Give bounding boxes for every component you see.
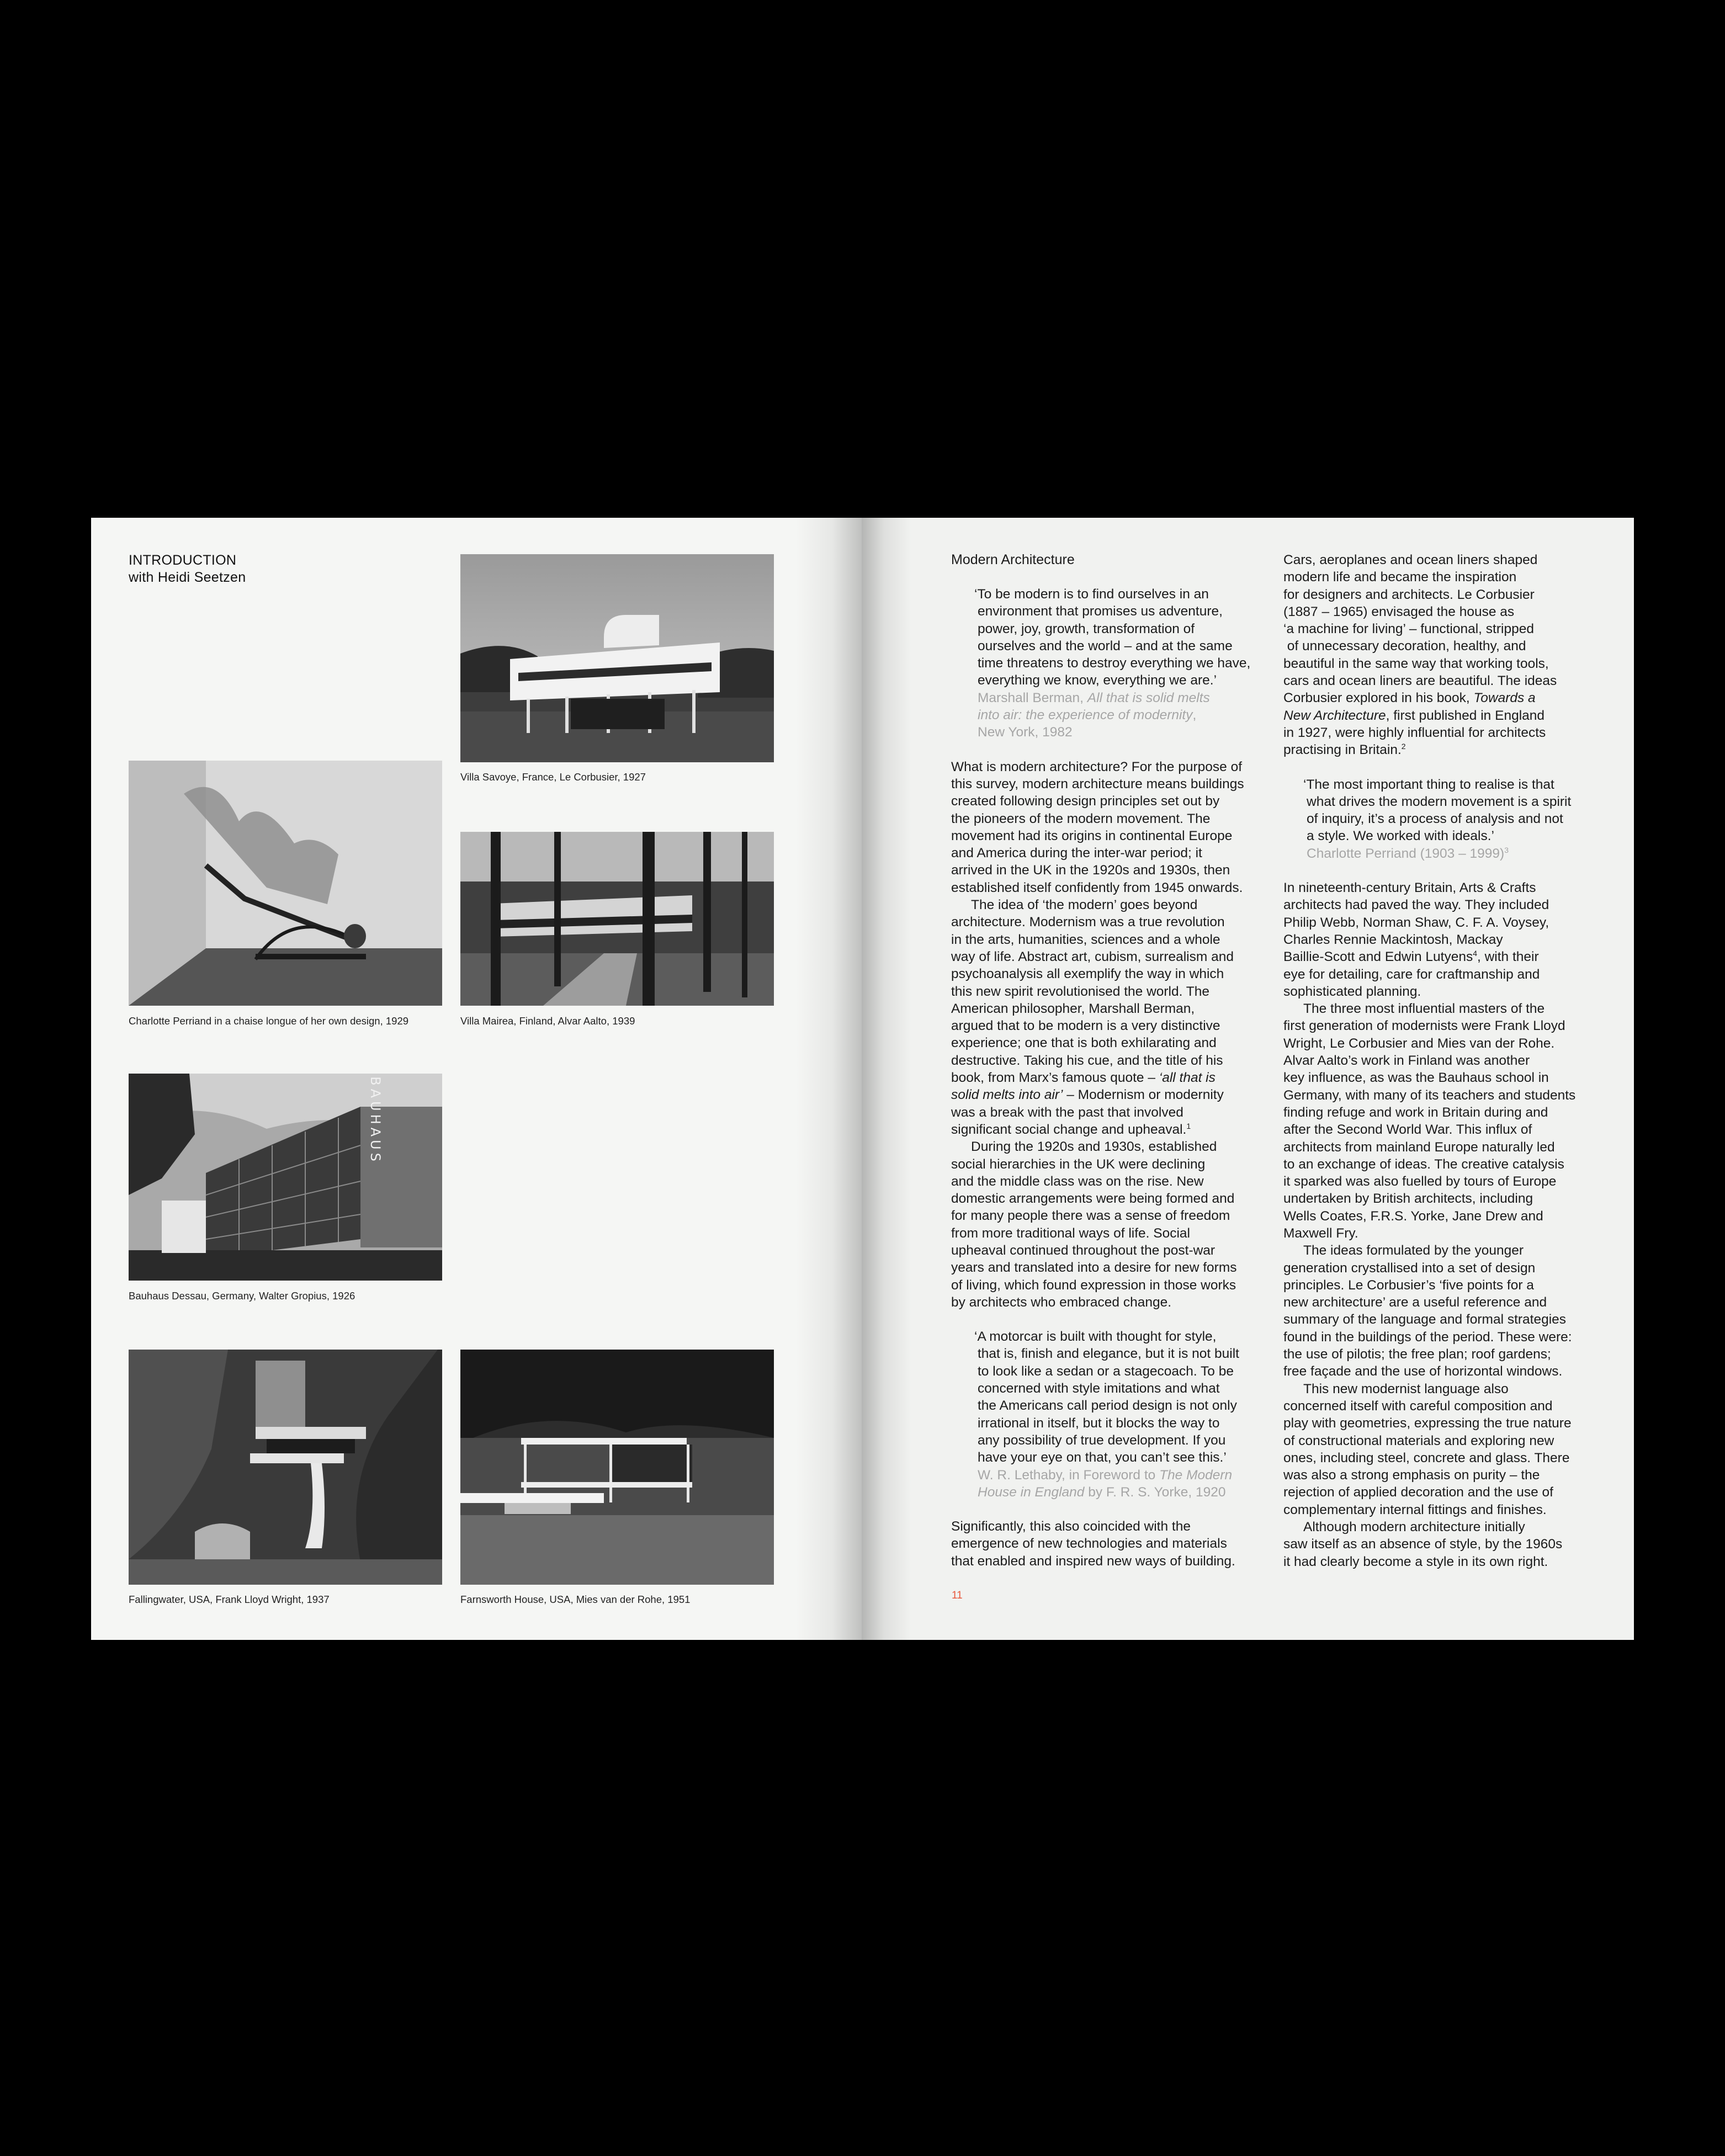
quote-attribution <box>1303 845 1615 862</box>
text-line: this new spirit revolutionised the world. The <box>951 984 1210 999</box>
quote-attribution <box>974 689 1271 707</box>
text-line <box>951 1086 1271 1103</box>
caption-villa-savoye: Villa Savoye, France, Le Corbusier, 1927 <box>460 771 646 783</box>
text-line: Cars, aeroplanes and ocean liners shaped <box>1283 553 1538 567</box>
text-line: rejection of applied decoration and the use of <box>1283 1485 1553 1500</box>
bauhaus-sign: BAUHAUS <box>368 1076 383 1165</box>
text-line: Although modern architecture initially <box>1303 1520 1525 1535</box>
quote-attribution <box>974 1467 1271 1484</box>
text-line: saw itself as an absence of style, by the 1960s <box>1283 1537 1563 1552</box>
text-line: to an exchange of ideas. The creative catalysis <box>1283 1156 1564 1172</box>
text-line: what drives the modern movement is a spirit <box>1307 794 1572 809</box>
paragraph <box>951 1518 1271 1570</box>
text-line <box>951 1121 1271 1138</box>
text-line: from more traditional ways of life. Social <box>951 1225 1190 1241</box>
left-page <box>91 518 862 1640</box>
photo-bauhaus-dessau <box>129 1074 442 1281</box>
text-line: The ideas formulated by the younger <box>1303 1243 1524 1258</box>
caption-villa-mairea: Villa Mairea, Finland, Alvar Aalto, 1939 <box>460 1015 635 1027</box>
text-span: practising in Britain. <box>1283 742 1402 758</box>
text-line: architecture. Modernism was a true revolution <box>951 915 1225 930</box>
paragraph <box>951 1138 1271 1311</box>
text-column-1 <box>951 551 1271 1570</box>
text-line: the use of pilotis; the free plan; roof gardens; <box>1283 1347 1551 1362</box>
text-line: any possibility of true development. If you <box>978 1432 1226 1448</box>
text-line: ‘a machine for living’ – functional, stripped <box>1283 622 1534 637</box>
text-line: Germany, with many of its teachers and students <box>1283 1087 1576 1103</box>
quote-attribution: New York, 1982 <box>978 725 1073 740</box>
text-span: significant social change and upheaval. <box>951 1122 1187 1137</box>
text-span: Corbusier explored in his book, <box>1283 691 1474 706</box>
footnote-marker: 3 <box>1504 845 1509 854</box>
text-line: and the middle class was on the rise. New <box>951 1173 1204 1189</box>
text-line: and America during the inter-war period; it <box>951 846 1202 861</box>
text-line: psychoanalysis all exemplify the way in which <box>951 967 1224 982</box>
section-title: Modern Architecture <box>951 552 1075 567</box>
paragraph <box>1283 1000 1615 1242</box>
attribution-title: House in England <box>978 1484 1085 1500</box>
text-line: key influence, as was the Bauhaus school in <box>1283 1070 1549 1086</box>
attribution-title: The Modern <box>1159 1467 1233 1483</box>
page-heading <box>129 552 246 586</box>
text-line: established itself confidently from 1945 onwards. <box>951 880 1243 895</box>
quote-lethaby <box>951 1328 1271 1501</box>
caption-farnsworth-house: Farnsworth House, USA, Mies van der Rohe, 1951 <box>460 1594 691 1605</box>
text-line: During the 1920s and 1930s, established <box>971 1139 1217 1155</box>
paragraph <box>1283 1242 1615 1380</box>
text-line: found in the buildings of the period. These were: <box>1283 1329 1572 1345</box>
text-line: that enabled and inspired new ways of building. <box>951 1553 1235 1569</box>
text-line: modern life and became the inspiration <box>1283 570 1517 585</box>
text-line: social hierarchies in the UK were declining <box>951 1156 1206 1172</box>
footnote-marker: 2 <box>1401 742 1406 751</box>
paragraph <box>1283 879 1615 1000</box>
text-line: What is modern architecture? For the purpose of <box>951 759 1243 774</box>
photo-charlotte-perriand <box>129 761 442 1006</box>
text-line: eye for detailing, care for craftmanship and <box>1283 967 1540 982</box>
text-span: – Modernism or modernity <box>1063 1087 1224 1103</box>
text-span: Baillie-Scott and Edwin Lutyens <box>1283 949 1473 965</box>
attribution-author: Charlotte Perriand (1903 – 1999) <box>1307 846 1505 861</box>
caption-bauhaus-dessau: Bauhaus Dessau, Germany, Walter Gropius, 1926 <box>129 1290 355 1302</box>
text-line: for designers and architects. Le Corbusier <box>1283 587 1535 602</box>
attribution-punct: , <box>1192 708 1197 723</box>
text-line: experience; one that is both exhilarating and <box>951 1035 1217 1051</box>
text-line: beautiful in the same way that working tools, <box>1283 656 1549 671</box>
text-line: emergence of new technologies and materials <box>951 1536 1227 1552</box>
text-line: irrational in itself, but it blocks the way to <box>978 1415 1220 1431</box>
text-line: domestic arrangements were being formed and <box>951 1191 1235 1207</box>
attribution-author: Marshall Berman, <box>978 690 1087 705</box>
text-line: Wright, Le Corbusier and Mies van der Rohe. <box>1283 1035 1555 1051</box>
attribution-author: W. R. Lethaby, in Foreword to <box>978 1467 1160 1483</box>
paragraph <box>1283 551 1615 759</box>
text-line: In nineteenth-century Britain, Arts & Crafts <box>1283 880 1536 896</box>
text-line: ourselves and the world – and at the same <box>978 638 1233 654</box>
text-line: ‘The most important thing to realise is that <box>1303 777 1554 792</box>
text-line: years and translated into a desire for new forms <box>951 1260 1237 1276</box>
text-line: everything we know, everything we are.’ <box>978 673 1217 688</box>
text-span: book, from Marx’s famous quote – <box>951 1070 1159 1086</box>
text-line: first generation of modernists were Frank Lloyd <box>1283 1018 1565 1034</box>
text-line: of inquiry, it’s a process of analysis and not <box>1307 811 1563 827</box>
text-column-2 <box>1283 551 1615 1570</box>
text-line <box>1283 948 1615 965</box>
text-line: The idea of ‘the modern’ goes beyond <box>971 898 1198 913</box>
text-line: by architects who embraced change. <box>951 1294 1172 1310</box>
text-line: in 1927, were highly influential for architects <box>1283 725 1546 740</box>
text-line: Maxwell Fry. <box>1283 1225 1358 1241</box>
quote-attribution <box>974 1484 1271 1501</box>
text-line: destructive. Taking his cue, and the title of his <box>951 1053 1223 1068</box>
book-title-italic: Towards a <box>1473 691 1536 706</box>
text-line: of unnecessary decoration, healthy, and <box>1283 639 1526 654</box>
book-spread <box>91 518 1634 1640</box>
photo-farnsworth-house <box>460 1350 774 1585</box>
text-line: power, joy, growth, transformation of <box>978 621 1195 636</box>
text-line: the Americans call period design is not only <box>978 1398 1237 1414</box>
photo-villa-mairea <box>460 832 774 1006</box>
text-line: Significantly, this also coincided with the <box>951 1519 1191 1534</box>
footnote-marker: 1 <box>1186 1121 1191 1130</box>
quote-perriand <box>1283 776 1615 862</box>
heading-subtitle: with Heidi Seetzen <box>129 570 246 585</box>
text-line: ‘To be modern is to find ourselves in an <box>974 587 1209 602</box>
text-line: arrived in the UK in the 1920s and 1930s, then <box>951 863 1230 878</box>
text-line: concerned with style imitations and what <box>978 1381 1220 1396</box>
text-line: a style. We worked with ideals.’ <box>1307 829 1494 844</box>
text-line: to look like a sedan or a stagecoach. To be <box>978 1363 1234 1379</box>
quote-italic: ‘all that is <box>1159 1070 1216 1086</box>
text-line: principles. Le Corbusier’s ‘five points for a <box>1283 1277 1534 1293</box>
text-line: free façade and the use of horizontal windows. <box>1283 1364 1563 1379</box>
text-line: Philip Webb, Norman Shaw, C. F. A. Voysey, <box>1283 915 1549 930</box>
text-line <box>1283 689 1615 707</box>
text-line: way of life. Abstract art, cubism, surrealism and <box>951 949 1234 964</box>
text-line: was also a strong emphasis on purity – the <box>1283 1468 1540 1483</box>
text-line: new architecture’ are a useful reference and <box>1283 1295 1547 1310</box>
book-title-italic: New Architecture <box>1283 708 1386 723</box>
quote-berman <box>951 586 1271 741</box>
text-line: of living, which found expression in those works <box>951 1277 1236 1293</box>
text-line: in the arts, humanities, sciences and a whole <box>951 932 1220 947</box>
text-line: ones, including steel, concrete and glass. There <box>1283 1450 1570 1465</box>
gutter-shadow <box>862 518 911 1640</box>
text-line: sophisticated planning. <box>1283 984 1421 999</box>
paragraph <box>951 896 1271 1138</box>
footnote-marker: 4 <box>1473 949 1477 958</box>
text-line: that is, finish and elegance, but it is not built <box>978 1346 1239 1362</box>
photo-fallingwater <box>129 1350 442 1585</box>
text-line: concerned itself with careful composition and <box>1283 1398 1553 1414</box>
caption-charlotte-perriand: Charlotte Perriand in a chaise longue of her own design, 1929 <box>129 1015 409 1027</box>
text-line: (1887 – 1965) envisaged the house as <box>1283 604 1515 619</box>
paragraph <box>1283 1380 1615 1518</box>
text-line: it had clearly become a style in its own right. <box>1283 1554 1548 1569</box>
text-line <box>951 1069 1271 1086</box>
text-line: upheaval continued throughout the post-war <box>951 1242 1216 1258</box>
text-line: finding refuge and work in Britain during and <box>1283 1104 1548 1120</box>
gutter-shadow <box>795 518 862 1640</box>
text-line: time threatens to destroy everything we have, <box>978 656 1251 671</box>
paragraph <box>1283 1518 1615 1570</box>
text-line: play with geometries, expressing the true nature <box>1283 1416 1572 1431</box>
text-line: Alvar Aalto’s work in Finland was another <box>1283 1053 1530 1069</box>
text-line: generation crystallised into a set of design <box>1283 1260 1536 1276</box>
text-line: argued that to be modern is a very distinctive <box>951 1018 1220 1034</box>
text-line: complementary internal fittings and finishes. <box>1283 1502 1547 1517</box>
text-line: The three most influential masters of the <box>1303 1001 1545 1017</box>
attribution-author: by F. R. S. Yorke, 1920 <box>1084 1484 1226 1500</box>
text-line: undertaken by British architects, including <box>1283 1191 1533 1207</box>
heading-title: INTRODUCTION <box>129 553 237 568</box>
attribution-title: All that is solid melts <box>1087 690 1210 705</box>
paragraph <box>951 758 1271 896</box>
text-line: of constructional materials and exploring new <box>1283 1433 1554 1448</box>
quote-italic: solid melts into air’ <box>951 1087 1063 1103</box>
text-line: after the Second World War. This influx of <box>1283 1122 1532 1138</box>
text-line <box>1283 707 1615 724</box>
text-line: This new modernist language also <box>1303 1381 1509 1396</box>
text-line: American philosopher, Marshall Berman, <box>951 1001 1195 1016</box>
caption-fallingwater: Fallingwater, USA, Frank Lloyd Wright, 1937 <box>129 1594 330 1605</box>
text-line: movement had its origins in continental Europe <box>951 828 1233 843</box>
text-line: architects had paved the way. They included <box>1283 898 1549 913</box>
text-span: , first published in England <box>1386 708 1545 723</box>
text-line: Charles Rennie Mackintosh, Mackay <box>1283 932 1503 947</box>
text-line: architects from mainland Europe naturally led <box>1283 1139 1555 1155</box>
text-line: summary of the language and formal strategies <box>1283 1312 1567 1327</box>
text-line: ‘A motorcar is built with thought for style, <box>974 1329 1217 1345</box>
quote-attribution <box>974 707 1271 724</box>
page-number: 11 <box>952 1590 963 1601</box>
text-line: environment that promises us adventure, <box>978 604 1223 619</box>
text-span: , with their <box>1477 949 1539 965</box>
attribution-title: into air: the experience of modernity <box>978 708 1193 723</box>
text-line: was a break with the past that involved <box>951 1104 1183 1120</box>
photo-villa-savoye <box>460 554 774 762</box>
text-line: this survey, modern architecture means buildings <box>951 776 1244 792</box>
text-line: cars and ocean liners are beautiful. The ideas <box>1283 673 1557 689</box>
text-line: Wells Coates, F.R.S. Yorke, Jane Drew and <box>1283 1208 1543 1224</box>
text-line: for many people there was a sense of freedom <box>951 1208 1230 1224</box>
text-line: have your eye on that, you can’t see this.’ <box>978 1450 1227 1465</box>
text-line: created following design principles set out by <box>951 794 1220 809</box>
text-line: the pioneers of the modern movement. The <box>951 811 1211 826</box>
text-line <box>1283 741 1615 758</box>
text-line: it sparked was also fuelled by tours of Europe <box>1283 1174 1557 1189</box>
